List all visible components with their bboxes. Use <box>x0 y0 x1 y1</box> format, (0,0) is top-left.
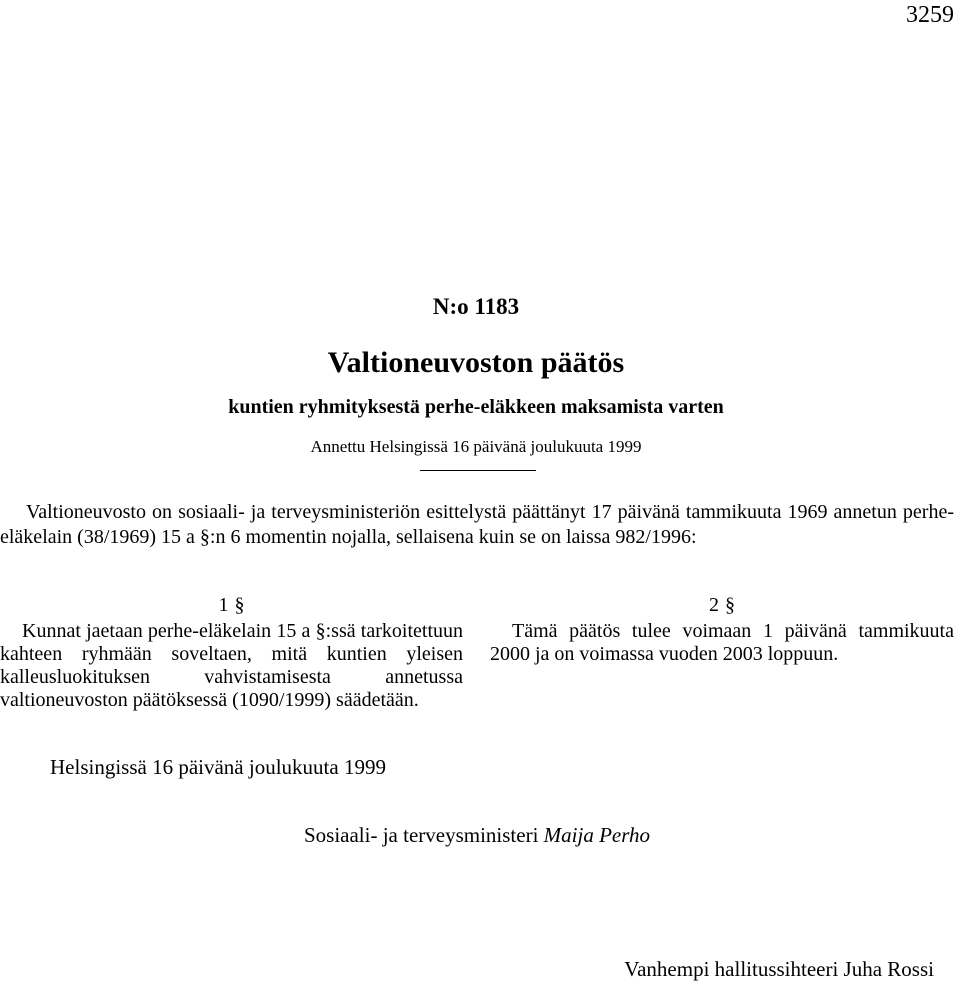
document-subtitle: kuntien ryhmityksestä perhe-eläkkeen maksamista varten <box>228 396 724 418</box>
issued-date-line: Annettu Helsingissä 16 päivänä joulukuuta 1999 <box>310 437 642 456</box>
page-number: 3259 <box>906 2 954 28</box>
signing-place-date: Helsingissä 16 päivänä joulukuuta 1999 <box>50 755 386 779</box>
section-sign-icon: § <box>725 594 735 616</box>
section-2-number: 2 <box>709 594 719 616</box>
minister-name: Maija Perho <box>543 823 651 847</box>
section-1-heading <box>0 593 463 618</box>
section-sign-icon: § <box>234 594 245 616</box>
section-1 <box>0 593 463 712</box>
document-title: Valtioneuvoston päätös <box>327 346 625 379</box>
section-2-text: Tämä päätös tulee voimaan 1 päivänä tammikuuta 2000 ja on voimassa vuoden 2003 loppuun. <box>490 620 954 665</box>
minister-signature <box>0 823 954 848</box>
section-2-heading <box>490 593 954 618</box>
section-2 <box>490 593 954 666</box>
section-1-number: 1 <box>218 594 229 616</box>
statute-number: N:o 1183 <box>432 294 520 319</box>
section-1-text: Kunnat jaetaan perhe-eläkelain 15 a §:ssä tarkoitettuun kahteen ryhmään soveltaen, mitä kuntien yleisen kalleusluokituksen vahvistamisesta annetussa valtioneuvoston päätöksessä (1090/1999) säädetään. <box>0 620 463 711</box>
separator-rule <box>420 470 536 471</box>
secretary-signature: Vanhempi hallitussihteeri Juha Rossi <box>624 957 934 981</box>
minister-title: Sosiaali- ja terveysministeri <box>303 823 539 847</box>
preamble-paragraph: Valtioneuvosto on sosiaali- ja terveysministeriön esittelystä päättänyt 17 päivänä tammikuuta 1969 annetun perhe-eläkelain (38/1969) 15 a §:n 6 momentin nojalla, sellaisena kuin se on laissa 982/1996: <box>0 501 954 548</box>
